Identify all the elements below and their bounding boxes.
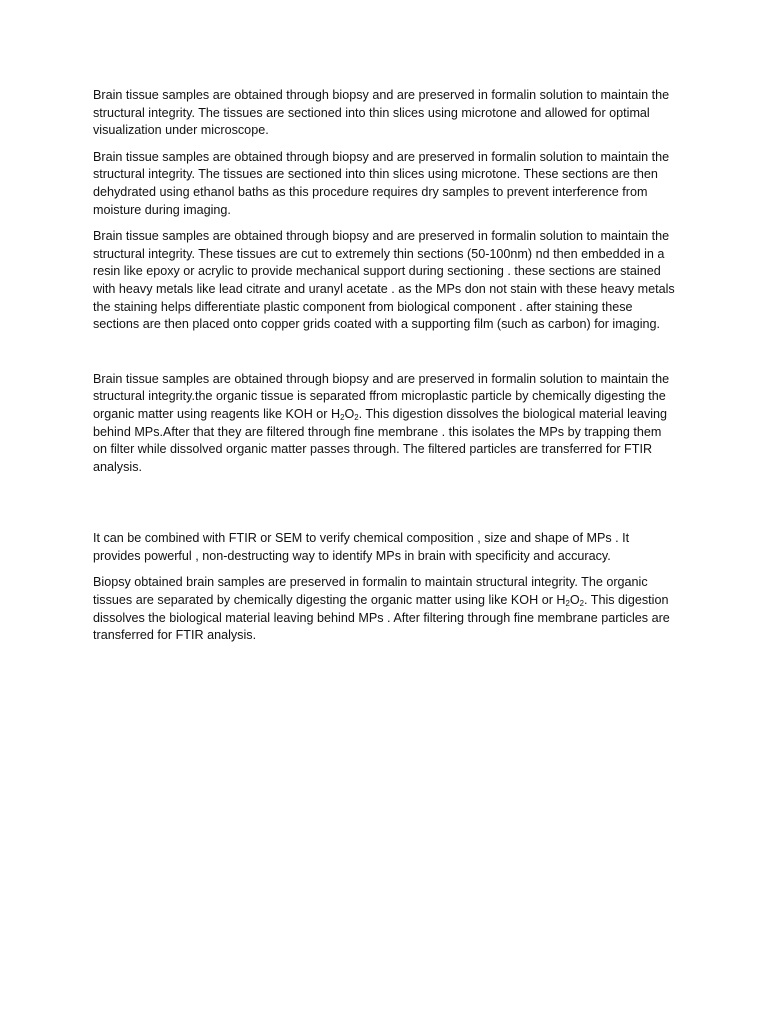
paragraph-6 — [93, 574, 677, 644]
paragraph-5 — [93, 530, 677, 565]
subscript: 2 — [340, 412, 345, 422]
subscript: 2 — [354, 412, 359, 422]
document-body — [93, 87, 677, 654]
paragraph-text: It can be combined with FTIR or SEM to verify chemical composition , size and shape of MPs . It provides powerful , non-destructing way to identify MPs in brain with specificity and accuracy. — [93, 531, 630, 563]
paragraph-text: Brain tissue samples are obtained through biopsy and are preserved in formalin solution to maintain the structural integrity. The tissues are sectioned into thin slices using microtone and allowed for optimal visualization under microscope. — [93, 88, 670, 138]
paragraph-4 — [93, 371, 677, 477]
paragraph-text: Brain tissue samples are obtained through biopsy and are preserved in formalin solution to maintain the structural integrity. These tissues are cut to extremely thin sections (50-100nm) nd then embedded in a resin like epoxy or acrylic to provide mechanical support during sectioning . these sections are stained with heavy metals like lead citrate and uranyl acetate . as the MPs don not stain with these heavy metals the staining helps differentiate plastic component from biological component . after staining these sections are then placed onto copper grids coated with a supporting film (such as carbon) for imaging. — [93, 229, 675, 332]
paragraph-text: Brain tissue samples are obtained through biopsy and are preserved in formalin solution to maintain the structural integrity.the organic tissue is separated ffrom microplastic particle by chemically digesting the organic matter using reagents like KOH or H — [93, 371, 670, 421]
paragraph-text: . This digestion dissolves the biological material leaving behind MPs . After filtering through fine membrane particles are transferred for FTIR analysis. — [93, 593, 670, 643]
paragraph-text: . This digestion dissolves the biological material leaving behind MPs.After that they are filtered through fine membrane . this isolates the MPs by trapping them on filter while dissolved organic matter passes through. The filtered particles are transferred for FTIR analysis. — [93, 406, 668, 474]
paragraph-text: Biopsy obtained brain samples are preserved in formalin to maintain structural integrity. The organic tissues are separated by chemically digesting the organic matter using like KOH or H — [93, 575, 648, 608]
paragraph-3 — [93, 228, 677, 334]
paragraph-1 — [93, 87, 677, 140]
paragraph-text: O — [344, 406, 355, 421]
paragraph-text: O — [569, 593, 580, 608]
subscript: 2 — [579, 599, 584, 608]
paragraph-2 — [93, 149, 677, 219]
subscript: 2 — [565, 599, 570, 608]
paragraph-text: Brain tissue samples are obtained through biopsy and are preserved in formalin solution to maintain the structural integrity. The tissues are sectioned into thin slices using microtone. These sections are then dehydrated using ethanol baths as this procedure requires dry samples to prevent interference from moisture during imaging. — [93, 149, 670, 217]
